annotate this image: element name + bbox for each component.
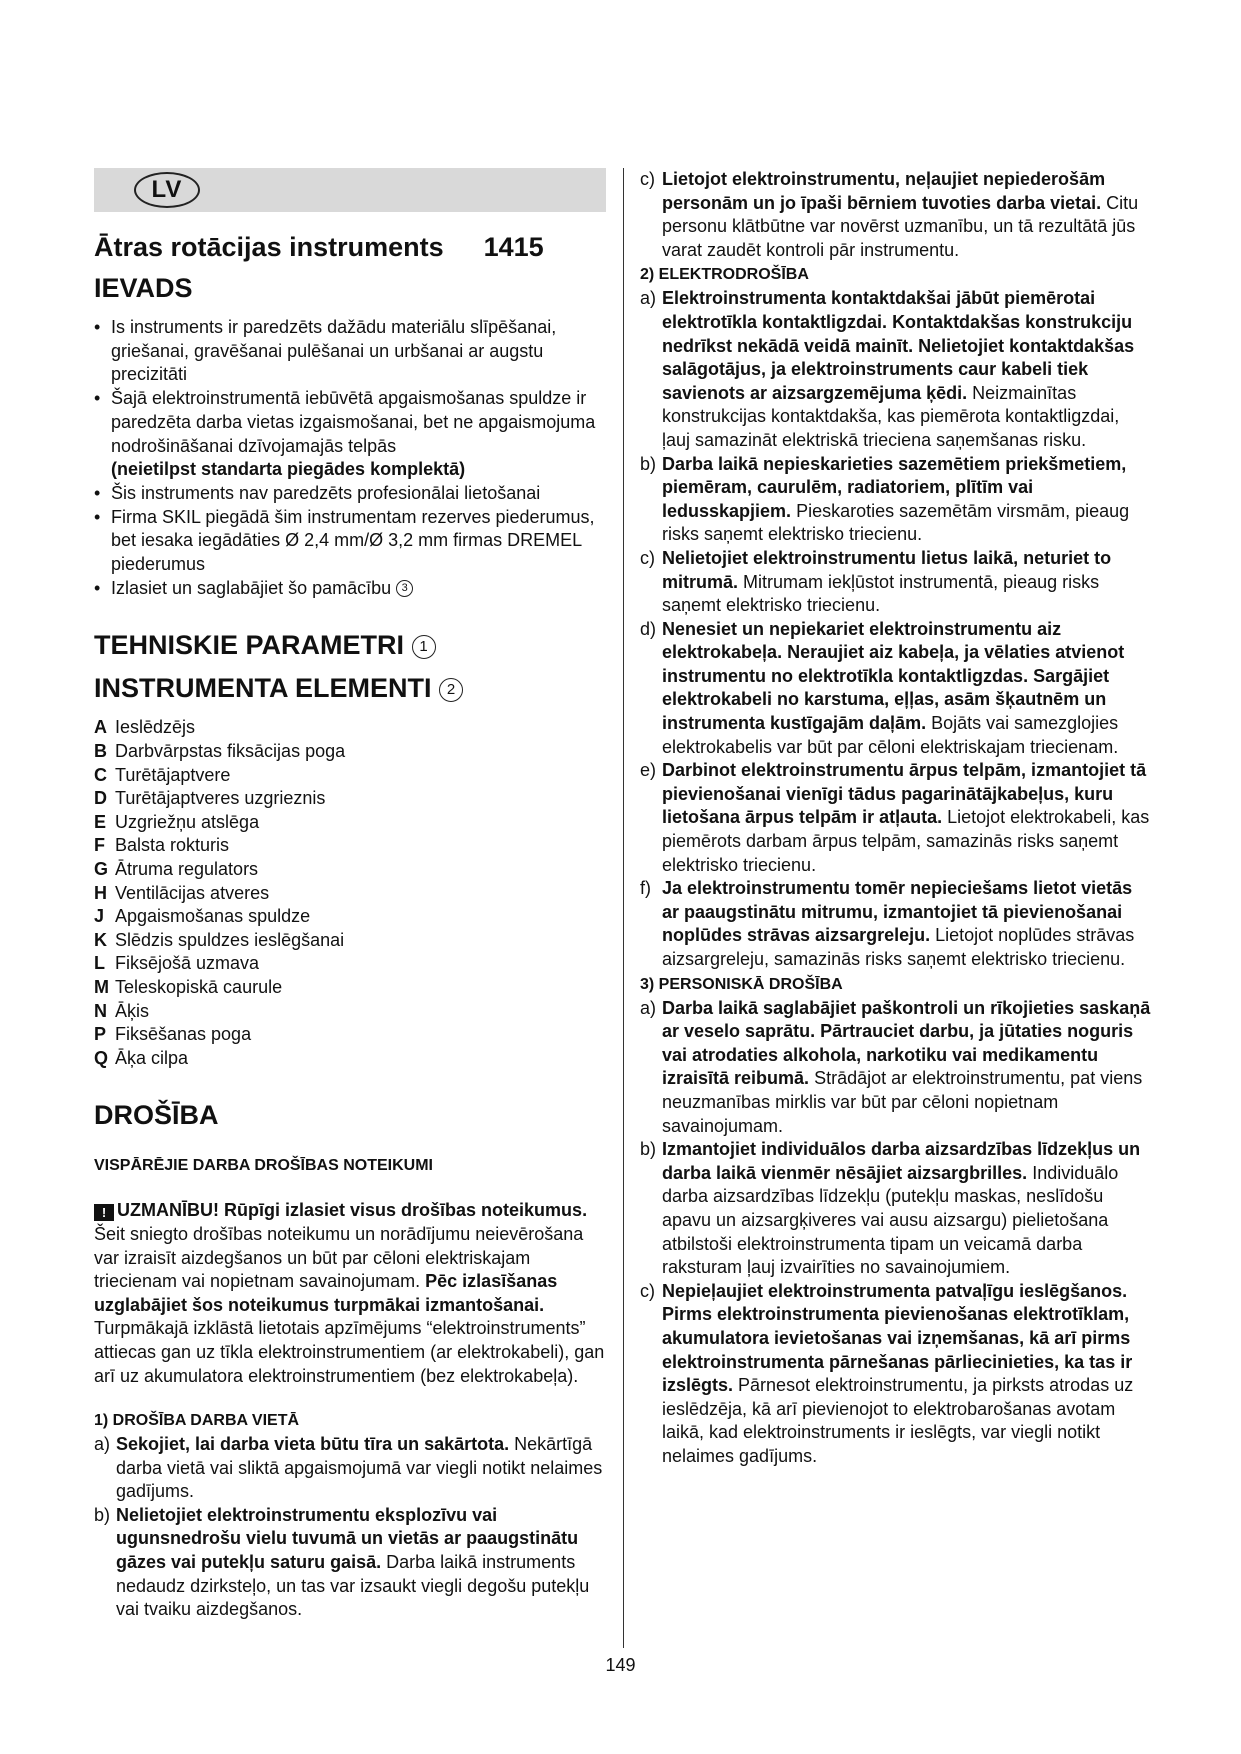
rule-label: a) [94, 1434, 111, 1455]
intro-item: • Šis instruments nav paredzēts profesionālai lietošanai [94, 482, 606, 506]
language-badge: LV [134, 172, 200, 208]
rule-item [640, 168, 1152, 262]
section-heading: 3) PERSONISKĀ DROŠĪBA [640, 975, 843, 993]
part-item [94, 905, 606, 929]
rule-bold: Nelietojiet elektroinstrumentu lietus laikā, neturiet to mitrumā. [662, 547, 1112, 592]
rule-text [662, 997, 1152, 1139]
rule-plain: Lietojot elektrokabeli, kas piemērots darbam ārpus telpām, samazinās risks saņemt elektrisko triecienu. [662, 807, 1150, 875]
figure-ref-1: 1 [412, 635, 436, 659]
rule-label: c) [640, 169, 655, 189]
part-item [94, 740, 606, 764]
rule-label: b) [640, 1139, 657, 1160]
rule-bold: Nenesiet un nepiekariet elektroinstrumentu aiz elektrokabeļa. Neraujiet aiz kabeļa, ja vēlaties atvienot instrumentu no elektrotīkla kontaktligzdas. Sargājiet elektrokabeli no karstuma, eļļas, asām šķautnēm un instrumenta kustīgajām daļām. [662, 618, 1125, 734]
part-item [94, 952, 606, 976]
rule-plain: Citu personu klātbūtne var novērst uzmanību, un tā rezultātā jūs varat zaudēt kontroli pār instrumentu. [662, 192, 1139, 260]
language-bar [94, 168, 606, 212]
rule-label: b) [640, 453, 657, 474]
rule-item [640, 547, 1152, 618]
rule-item [94, 1433, 606, 1504]
part-item [94, 834, 606, 858]
column-divider [623, 168, 624, 1648]
warning-bold-2: Pēc izlasīšanas uzglabājiet šos noteikumus turpmākai izmantošanai. [94, 1271, 558, 1315]
rule-plain: Neizmainītas konstrukcijas kontaktdakša, kas piemērota kontaktligzdai, ļauj samazināt elektriskā trieciena saņemšanas risku. [662, 382, 1120, 450]
rule-item [94, 1504, 606, 1622]
section-electrical [640, 287, 1152, 971]
right-column [640, 168, 1152, 1468]
rule-plain: Darba laikā instruments nedaudz dzirksteļo, un tas var izsaukt viegli degošu putekļu vai tvaiku aizdegšanos. [116, 1552, 590, 1620]
warning-text-1: Šeit sniegto drošības noteikumu un norādījumu neievērošana var izraisīt aizdegšanos un būt par cēloni elektriskajam triecienam vai nopietnam savainojumam. [94, 1223, 584, 1292]
part-name: Fiksējošā uzmava [115, 953, 260, 974]
part-item [94, 976, 606, 1000]
part-name: Slēdzis spuldzes ieslēgšanai [115, 929, 345, 950]
rule-plain: Pieskaroties sazemētām virsmām, pieaug risks saņemt elektrisko triecienu. [662, 500, 1130, 545]
rule-item [640, 287, 1152, 452]
part-letter: F [94, 835, 105, 856]
rule-bold: Sekojiet, lai darba vieta būtu tīra un sakārtota. [116, 1434, 510, 1455]
part-letter: E [94, 811, 107, 832]
rule-plain: Bojāts vai samezglojies elektrokabelis var būt par cēloni elektriskajam triecienam. [662, 713, 1119, 757]
page-number: 149 [605, 1655, 636, 1675]
part-name: Teleskopiskā caurule [115, 976, 283, 997]
elements-heading-text: INSTRUMENTA ELEMENTI [94, 673, 432, 704]
rule-bold: Darba laikā nepieskarieties sazemētiem priekšmetiem, piemēram, caurulēm, radiatoriem, plītīm vai ledusskapjiem. [662, 453, 1127, 521]
rule-label: d) [640, 618, 657, 639]
elements-heading [94, 673, 606, 704]
rule-bold: Izmantojiet individuālos darba aizsardzības līdzekļus un darba laikā vienmēr nēsājiet aizsargbrilles. [662, 1139, 1141, 1183]
rule-label: f) [640, 878, 651, 899]
part-letter: D [94, 788, 107, 809]
part-letter: H [94, 882, 107, 903]
rule-label: a) [640, 997, 657, 1018]
intro-list [94, 316, 606, 600]
rule-text [662, 453, 1152, 547]
part-name: Ventilācijas atveres [115, 882, 270, 903]
rule-item [640, 1138, 1152, 1280]
rule-item [640, 1280, 1152, 1469]
part-letter: G [94, 859, 109, 879]
part-item [94, 811, 606, 835]
rule-item [640, 759, 1152, 877]
part-item [94, 882, 606, 906]
rule-plain: Strādājot ar elektroinstrumentu, pat viens neuzmanības mirklis var būt par cēloni nopietnam savainojumam. [662, 1068, 1143, 1136]
rule-item [640, 618, 1152, 760]
part-item [94, 716, 606, 740]
warning-bold-1: UZMANĪBU! Rūpīgi izlasiet visus drošības noteikumus. [117, 1200, 588, 1221]
rule-plain: Individuālo darba aizsardzības līdzekļu (putekļu maskas, neslīdošu apavu un aizsargķiveres vai ausu aizsargu) pielietošana atbilstoši elektroinstrumenta tipam un veicamā darba raksturam ļauj izvairīties no savainojumiem. [662, 1162, 1119, 1278]
intro-heading: IEVADS [94, 273, 193, 303]
warning-paragraph [94, 1199, 606, 1388]
part-letter: N [94, 1000, 107, 1021]
general-rules-heading: VISPĀRĒJIE DARBA DROŠĪBAS NOTEIKUMI [94, 1157, 433, 1175]
rule-text [662, 287, 1152, 452]
rule-label: a) [640, 288, 657, 309]
part-item [94, 787, 606, 811]
rule-bold: Nelietojiet elektroinstrumentu eksplozīvu vai ugunsnedrošu vielu tuvumā un vietās ar paaugstinātu gāzes vai putekļu saturu gaisā. [116, 1504, 579, 1573]
rule-item [640, 997, 1152, 1139]
intro-item-text: Šajā elektroinstrumentā iebūvētā apgaismošanas spuldze ir paredzēta darba vietas izgaismošanai, bet ne apgaismojuma nodrošināšanai dzīvojamajās telpās [111, 388, 596, 456]
figure-ref-2: 2 [439, 678, 463, 702]
part-item [94, 1023, 606, 1047]
rule-bold: Ja elektroinstrumentu tomēr nepieciešams lietot vietās ar paaugstinātu mitrumu, izmantojiet tā pievienošanai noplūdes strāvas aizsargreleju. [662, 878, 1133, 946]
warning-triangle-icon: ! [94, 1204, 114, 1221]
section-heading: 2) ELEKTRODROŠĪBA [640, 266, 809, 284]
part-item [94, 764, 606, 788]
rule-plain: Mitrumam iekļūstot instrumentā, pieaug risks saņemt elektrisko triecienu. [662, 571, 1100, 616]
section-personal [640, 997, 1152, 1469]
rule-text [662, 168, 1152, 262]
part-name: Āķa cilpa [115, 1047, 189, 1068]
rule-item [640, 453, 1152, 547]
section-heading: 1) DROŠĪBA DARBA VIETĀ [94, 1412, 300, 1430]
rule-label: b) [94, 1504, 111, 1525]
part-name: Turētājaptveres uzgrieznis [115, 788, 326, 809]
rule-bold: Elektroinstrumenta kontaktdakšai jābūt piemērotai elektrotīkla kontaktligzdai. Kontaktdakšas konstrukciju nedrīkst nekādā veidā mainīt. Nelietojiet kontaktdakšas salāgotājus, ja elektroinstruments caur kabeli tiek savienots ar aizsargzemējuma ķēdi. [662, 288, 1135, 403]
rule-plain: Lietojot noplūdes strāvas aizsargreleju, samazinās risks saņemt elektrisko triecienu. [662, 925, 1135, 969]
intro-item [94, 387, 606, 482]
part-letter: J [94, 906, 105, 927]
rule-text [662, 877, 1152, 971]
rule-plain: Pārnesot elektroinstrumentu, ja pirksts atrodas uz ieslēdzēja, kā arī pievienojot to elektrobarošanas avotam laikā, kad elektroinstruments ir ieslēgts, var viegli notikt nelaimes gadījums. [662, 1375, 1134, 1466]
part-letter: K [94, 929, 107, 950]
part-letter: M [94, 976, 109, 997]
part-name: Ātruma regulators [115, 859, 259, 879]
tech-heading [94, 630, 606, 661]
part-name: Apgaismošanas spuldze [115, 906, 311, 927]
rule-text [662, 547, 1152, 618]
rule-bold: Nepieļaujiet elektroinstrumenta patvaļīgu ieslēgšanos. Pirms elektroinstrumenta pievienošanas elektrotīklam, akumulatora ievietošanas vai izņemšanas, kā arī pirms elektroinstrumenta pārnešanas pārliecinieties, ka tas ir izslēgts. [662, 1280, 1133, 1396]
part-name: Uzgriežņu atslēga [115, 811, 260, 832]
rule-bold: Darba laikā saglabājiet paškontroli un rīkojieties saskaņā ar veselo saprātu. Pārtrauciet darbu, ja jūtaties noguris vai atrodaties alkohola, narkotiku vai medikamentu izraisītā reibumā. [662, 997, 1151, 1089]
rule-item [640, 877, 1152, 971]
rule-plain: Nekārtīgā darba vietā vai sliktā apgaismojumā var viegli notikt nelaimes gadījums. [116, 1434, 603, 1502]
intro-item [94, 577, 606, 601]
safety-heading: DROŠĪBA [94, 1100, 219, 1131]
intro-item: • Firma SKIL piegādā šim instrumentam rezerves piederumus, bet iesaka iegādāties Ø 2,4 mm/Ø 3,2 mm firmas DREMEL piederumus [94, 506, 606, 577]
part-letter: C [94, 764, 107, 785]
model-number: 1415 [483, 232, 544, 262]
rule-text [662, 618, 1152, 760]
part-letter: A [94, 717, 107, 738]
rule-text [662, 1138, 1152, 1280]
part-name: Turētājaptvere [115, 764, 231, 785]
parts-list [94, 716, 606, 1070]
figure-ref-3: 3 [396, 580, 413, 597]
rule-text [662, 759, 1152, 877]
part-item [94, 858, 606, 882]
title-text: Ātras rotācijas instruments [94, 232, 444, 262]
section-work-area [94, 1410, 606, 1622]
rule-text [662, 1280, 1152, 1469]
intro-item: • Is instruments ir paredzēts dažādu materiālu slīpēšanai, griešanai, gravēšanai pulēšanai un urbšanai ar augstu precizitāti [94, 316, 606, 387]
part-letter: Q [94, 1047, 109, 1068]
part-letter: L [94, 953, 105, 974]
rule-text [116, 1433, 606, 1504]
part-name: Balsta rokturis [115, 835, 230, 856]
warning-text-2: Turpmākajā izklāstā lietotais apzīmējums “elektroinstruments” attiecas gan uz tīkla elektroinstrumentiem (ar elektrokabeli), gan arī uz akumulatora elektroinstrumentiem (bez elektrokabeļa). [94, 1318, 605, 1386]
intro-item-note: (neietilpst standarta piegādes komplektā) [111, 459, 466, 480]
part-name: Āķis [115, 1000, 150, 1021]
part-item [94, 1047, 606, 1071]
left-column [94, 168, 606, 1622]
intro-item-text: Izlasiet un saglabājiet šo pamācību [111, 577, 392, 598]
document-title [94, 232, 606, 263]
rule-label: c) [640, 547, 655, 568]
rule-bold: Darbinot elektroinstrumentu ārpus telpām, izmantojiet tā pievienošanai vienīgi tādus pagarinātājkabeļus, kuru lietošana ārpus telpām ir atļauta. [662, 760, 1147, 828]
rule-label: e) [640, 760, 657, 781]
rule-label: c) [640, 1280, 655, 1301]
part-item [94, 1000, 606, 1024]
part-letter: P [94, 1024, 107, 1045]
part-letter: B [94, 741, 107, 762]
tech-heading-text: TEHNISKIE PARAMETRI [94, 630, 405, 661]
rule-text [116, 1504, 606, 1622]
part-name: Ieslēdzējs [115, 717, 196, 738]
part-item [94, 929, 606, 953]
rule-bold: Lietojot elektroinstrumentu, neļaujiet nepiederošām personām un jo īpaši bērniem tuvoties darba vietai. [662, 169, 1106, 213]
part-name: Fiksēšanas poga [115, 1024, 252, 1045]
part-name: Darbvārpstas fiksācijas poga [115, 741, 346, 762]
